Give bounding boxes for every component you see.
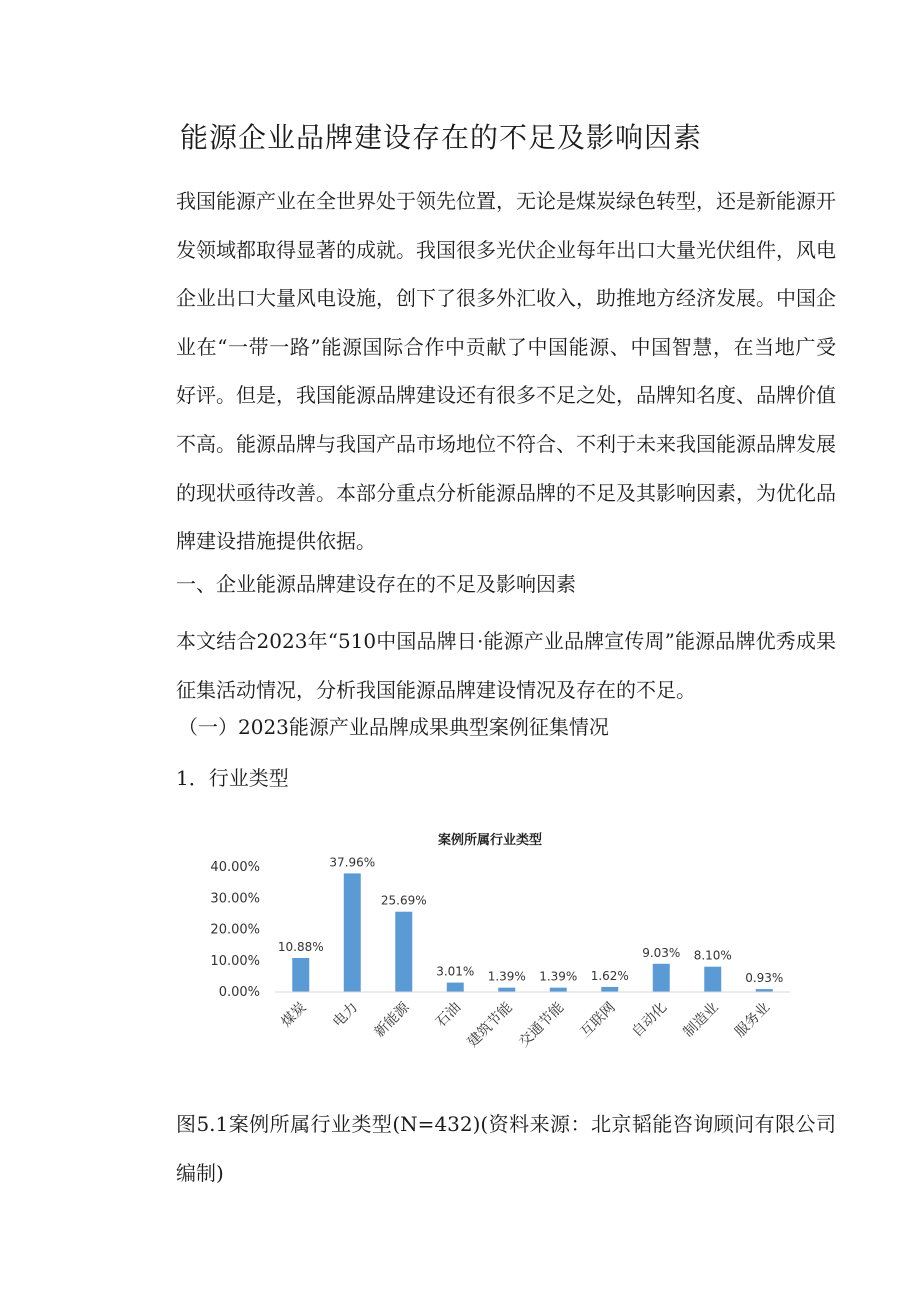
- x-tick-label: 交通节能: [516, 999, 568, 1051]
- body-paragraph: 本文结合2023年“510中国品牌日·能源产业品牌宣传周”能源品牌优秀成果征集活动情况，分析我国能源品牌建设情况及存在的不足。: [176, 629, 836, 702]
- x-tick-label: 互联网: [577, 999, 619, 1041]
- bar: [292, 958, 309, 992]
- y-tick-label: 30.00%: [210, 891, 260, 907]
- y-tick-label: 10.00%: [210, 953, 260, 969]
- x-tick-label: 自动化: [629, 999, 671, 1041]
- bar: [601, 987, 618, 992]
- data-label: 3.01%: [436, 964, 475, 979]
- subsection-heading: （一）2023能源产业品牌成果典型案例征集情况: [178, 715, 609, 739]
- list-item-heading: 1．行业类型: [176, 766, 289, 790]
- document-title: 能源企业品牌建设存在的不足及影响因素: [180, 121, 703, 154]
- bar: [498, 988, 515, 992]
- data-label: 8.10%: [693, 948, 732, 963]
- y-tick-label: 40.00%: [210, 860, 260, 875]
- data-label: 37.96%: [329, 855, 376, 870]
- intro-paragraph: 我国能源产业在全世界处于领先位置，无论是煤炭绿色转型，还是新能源开发领域都取得显著的成就。我国很多光伏企业每年出口大量光伏组件，风电企业出口大量风电设施，创下了很多外汇收入，助推地方经济发展。中国企业在“一带一路”能源国际合作中贡献了中国能源、中国智慧，在当地广受好评。但是，我国能源品牌建设还有很多不足之处，品牌知名度、品牌价值不高。能源品牌与我国产品市场地位不符合、不利于未来我国能源品牌发展的现状亟待改善。本部分重点分析能源品牌的不足及其影响因素，为优化品牌建设措施提供依据。: [176, 189, 836, 554]
- data-label: 1.39%: [487, 969, 526, 984]
- x-tick-label: 服务业: [732, 999, 774, 1041]
- bar: [550, 988, 567, 992]
- x-tick-label: 建筑节能: [464, 999, 516, 1051]
- bar: [344, 873, 361, 992]
- bar: [447, 983, 464, 992]
- x-tick-label: 制造业: [680, 999, 722, 1041]
- section-heading: 一、企业能源品牌建设存在的不足及影响因素: [176, 572, 576, 596]
- data-label: 1.39%: [539, 969, 578, 984]
- data-label: 25.69%: [380, 893, 427, 908]
- chart-title: 案例所属行业类型: [437, 833, 543, 848]
- figure-caption: 图5.1案例所属行业类型(N=432)(资料来源：北京韬能咨询顾问有限公司编制): [176, 1112, 836, 1185]
- x-tick-label: 石油: [432, 999, 465, 1031]
- y-tick-label: 0.00%: [218, 985, 260, 1000]
- x-tick-label: 煤炭: [278, 999, 310, 1031]
- bar: [704, 967, 721, 992]
- bar: [395, 912, 412, 992]
- data-label: 0.93%: [745, 971, 784, 986]
- bar: [653, 964, 670, 992]
- data-label: 10.88%: [277, 940, 324, 954]
- data-label: 9.03%: [642, 945, 681, 960]
- x-tick-label: 电力: [329, 999, 362, 1031]
- industry-bar-chart: [200, 822, 800, 1072]
- data-label: 1.62%: [590, 968, 629, 983]
- x-tick-label: 新能源: [371, 999, 413, 1041]
- y-tick-label: 20.00%: [210, 922, 260, 938]
